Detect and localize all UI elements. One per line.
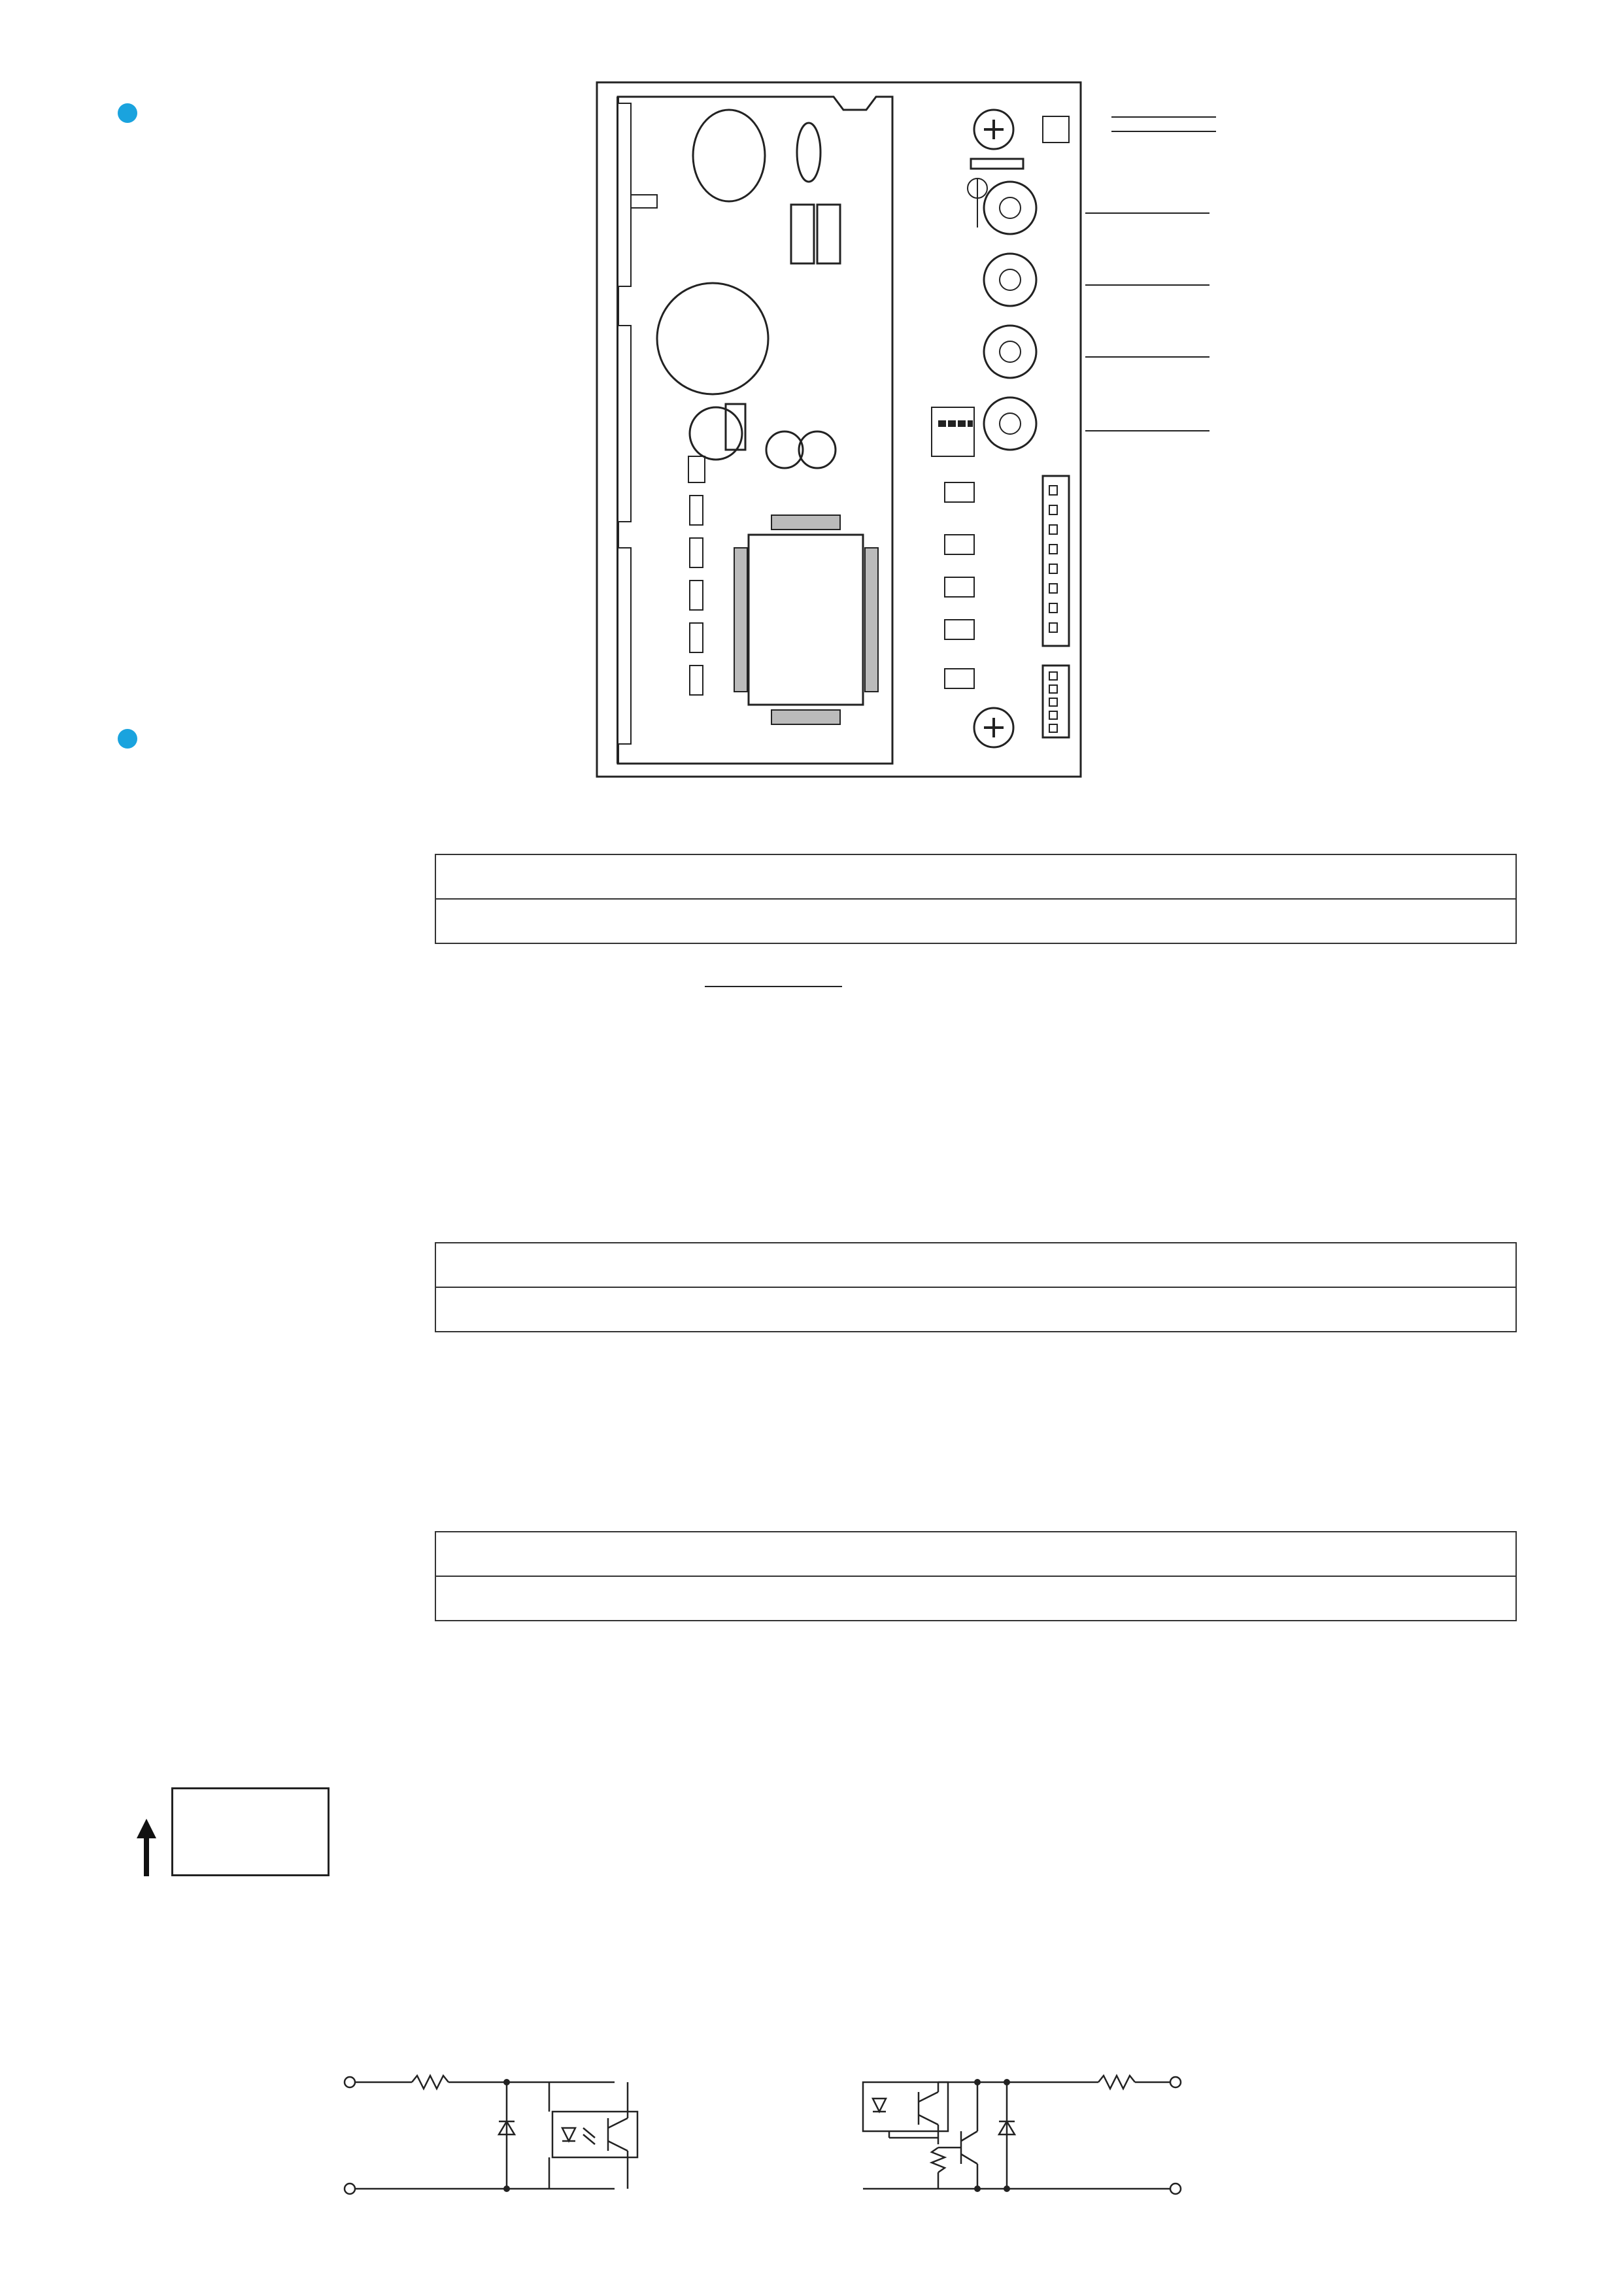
callout-line bbox=[1111, 116, 1216, 118]
callout-line bbox=[1085, 430, 1210, 431]
division-table bbox=[435, 854, 1517, 944]
board-illustration bbox=[592, 77, 1089, 783]
bullet-icon bbox=[118, 729, 137, 749]
row-label-stop bbox=[435, 1576, 1516, 1621]
row-label-sw bbox=[435, 1532, 1516, 1576]
dip-switch-block bbox=[171, 1787, 330, 1876]
rotary-switch-run bbox=[171, 1257, 263, 1344]
row-label-sw bbox=[435, 854, 1516, 899]
rotary-switch-m1 bbox=[175, 838, 267, 926]
run-current-table bbox=[435, 1242, 1517, 1332]
rotary-switch-stop bbox=[171, 1545, 263, 1633]
row-label-div bbox=[435, 899, 1516, 943]
formula-fraction-bar bbox=[705, 986, 842, 987]
bullet-icon bbox=[118, 103, 137, 123]
row-label-current bbox=[435, 1287, 1516, 1332]
sidebar bbox=[1539, 0, 1624, 2157]
rotary-switch-m2 bbox=[269, 838, 361, 926]
callout-line bbox=[1085, 284, 1210, 286]
callout-line bbox=[1111, 131, 1216, 132]
input-circuit-schematic bbox=[340, 2066, 680, 2197]
driver-board-diagram bbox=[592, 77, 1089, 783]
callout-line bbox=[1085, 212, 1210, 214]
output-circuit-schematic bbox=[850, 2066, 1190, 2197]
callout-line bbox=[1085, 356, 1210, 358]
section-title-names bbox=[118, 103, 148, 123]
section-title-step-angle bbox=[118, 729, 148, 749]
stop-current-table bbox=[435, 1531, 1517, 1621]
arrow-up-icon bbox=[135, 1819, 158, 1878]
row-label-sw bbox=[435, 1243, 1516, 1287]
